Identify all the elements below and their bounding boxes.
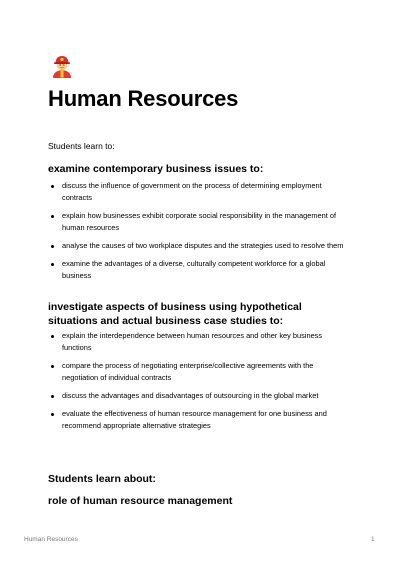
bullet-list: [48, 180, 348, 288]
list-item: evaluate the effectiveness of human resource management for one business and recommend appropriate alternative strategies: [48, 408, 348, 432]
list-item: explain how businesses exhibit corporate social responsibility in the management of human resources: [48, 210, 348, 234]
list-item: examine the advantages of a diverse, culturally competent workforce for a global business: [48, 258, 348, 282]
section-heading: investigate aspects of business using hypothetical situations and actual business case studies to:: [48, 301, 302, 327]
page-title: Human Resources: [48, 86, 239, 111]
subheading: role of human resource management: [48, 495, 233, 507]
list-item: analyse the causes of two workplace disputes and the strategies used to resolve them: [48, 240, 348, 252]
list-item: discuss the advantages and disadvantages of outsourcing in the global market: [48, 390, 348, 402]
bullet-list: [48, 330, 348, 438]
firefighter-emoji-icon: [50, 54, 74, 80]
learn-about-heading: Students learn about:: [48, 473, 156, 485]
list-item: discuss the influence of government on the process of determining employment contracts: [48, 180, 348, 204]
page-number: 1: [371, 536, 375, 543]
list-item: explain the interdependence between human resources and other key business functions: [48, 330, 348, 354]
footer-title: Human Resources: [24, 536, 78, 543]
intro-text: Students learn to:: [48, 141, 115, 151]
list-item: compare the process of negotiating enterprise/collective agreements with the negotiation of individual contracts: [48, 360, 348, 384]
section-heading: examine contemporary business issues to:: [48, 163, 264, 175]
